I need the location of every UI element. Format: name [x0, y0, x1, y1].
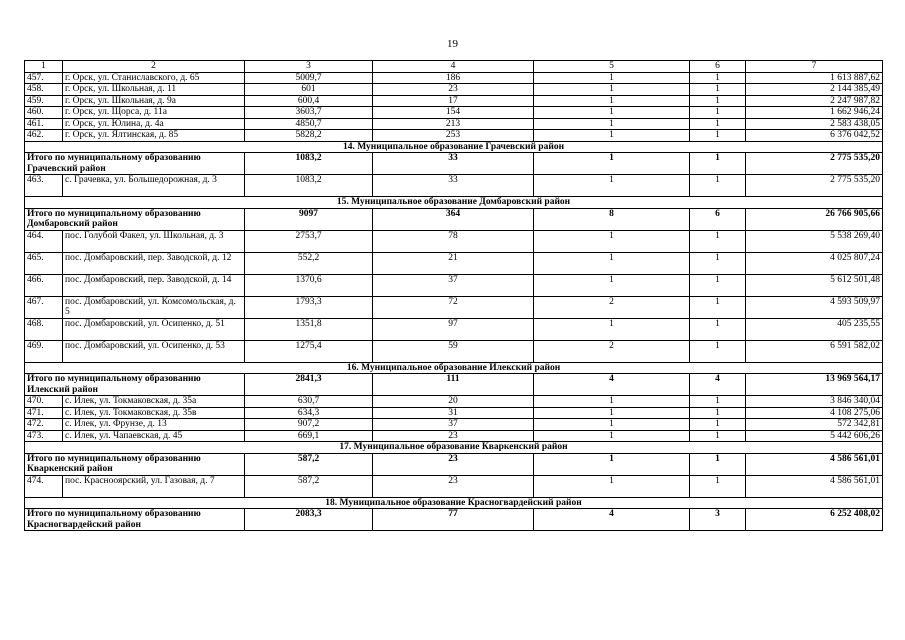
row-area: 2753,7 — [245, 230, 373, 252]
row-col6: 1 — [690, 407, 746, 419]
row-cost: 5 612 501,48 — [746, 274, 883, 296]
total-row — [25, 153, 883, 175]
row-col6: 1 — [690, 430, 746, 442]
row-number: 467. — [25, 296, 63, 318]
row-address: пос. Краснооярский, ул. Газовая, д. 7 — [63, 475, 245, 497]
row-col6: 1 — [690, 296, 746, 318]
row-address: с. Илек, ул. Чапаевская, д. 45 — [63, 430, 245, 442]
row-cost: 4 593 509,97 — [746, 296, 883, 318]
row-col6: 1 — [690, 396, 746, 408]
total-row — [25, 453, 883, 475]
row-address: пос. Домбаровский, ул. Комсомольская, д. 5 — [63, 296, 245, 318]
row-residents: 23 — [373, 475, 534, 497]
row-area: 1370,6 — [245, 274, 373, 296]
row-residents: 154 — [373, 107, 534, 119]
row-col6: 1 — [690, 72, 746, 84]
row-area: 669,1 — [245, 430, 373, 442]
row-number: 468. — [25, 318, 63, 340]
total-col5: 4 — [534, 374, 690, 396]
row-area: 907,2 — [245, 419, 373, 431]
row-address: пос. Домбаровский, ул. Осипенко, д. 51 — [63, 318, 245, 340]
row-area: 552,2 — [245, 252, 373, 274]
row-area: 1351,8 — [245, 318, 373, 340]
row-col6: 1 — [690, 95, 746, 107]
row-col6: 1 — [690, 274, 746, 296]
total-col6: 1 — [690, 153, 746, 175]
table-row — [25, 340, 883, 362]
row-residents: 37 — [373, 274, 534, 296]
row-number: 465. — [25, 252, 63, 274]
row-number: 470. — [25, 396, 63, 408]
row-residents: 37 — [373, 419, 534, 431]
row-cost: 572 342,81 — [746, 419, 883, 431]
total-residents: 33 — [373, 153, 534, 175]
row-cost: 5 538 269,40 — [746, 230, 883, 252]
row-col5: 1 — [534, 130, 690, 142]
total-cost: 26 766 905,66 — [746, 208, 883, 230]
table-row — [25, 107, 883, 119]
row-col5: 1 — [534, 107, 690, 119]
row-col6: 1 — [690, 475, 746, 497]
row-col6: 1 — [690, 340, 746, 362]
row-number: 466. — [25, 274, 63, 296]
row-address: пос. Голубой Факел, ул. Школьная, д. 3 — [63, 230, 245, 252]
row-address: г. Орск, ул. Школьная, д. 9а — [63, 95, 245, 107]
row-cost: 6 591 582,02 — [746, 340, 883, 362]
row-address: с. Илек, ул. Токмаковская, д. 35а — [63, 396, 245, 408]
table-row — [25, 84, 883, 96]
row-number: 463. — [25, 175, 63, 197]
row-col5: 1 — [534, 430, 690, 442]
row-number: 458. — [25, 84, 63, 96]
row-col5: 2 — [534, 296, 690, 318]
table-row — [25, 252, 883, 274]
row-area: 1793,3 — [245, 296, 373, 318]
section-header-row — [25, 497, 883, 509]
row-cost: 4 586 561,01 — [746, 475, 883, 497]
row-col5: 1 — [534, 230, 690, 252]
row-area: 630,7 — [245, 396, 373, 408]
section-title: 17. Муниципальное образование Кваркенский район — [25, 442, 883, 454]
table-row — [25, 230, 883, 252]
total-row — [25, 374, 883, 396]
table-row — [25, 430, 883, 442]
total-residents: 111 — [373, 374, 534, 396]
column-header: 4 — [373, 61, 534, 73]
total-col6: 6 — [690, 208, 746, 230]
row-residents: 213 — [373, 118, 534, 130]
row-number: 461. — [25, 118, 63, 130]
section-header-row — [25, 362, 883, 374]
section-title: 18. Муниципальное образование Красногвардейский район — [25, 497, 883, 509]
row-address: с. Грачевка, ул. Большедорожная, д. 3 — [63, 175, 245, 197]
section-title: 16. Муниципальное образование Илекский район — [25, 362, 883, 374]
row-area: 1083,2 — [245, 175, 373, 197]
table-row — [25, 175, 883, 197]
row-residents: 21 — [373, 252, 534, 274]
row-residents: 97 — [373, 318, 534, 340]
table-row — [25, 407, 883, 419]
row-address: с. Илек, ул. Фрунзе, д. 13 — [63, 419, 245, 431]
table-row — [25, 419, 883, 431]
total-col6: 4 — [690, 374, 746, 396]
column-header: 6 — [690, 61, 746, 73]
column-header: 2 — [63, 61, 245, 73]
section-header-row — [25, 141, 883, 153]
total-area: 587,2 — [245, 453, 373, 475]
row-residents: 20 — [373, 396, 534, 408]
row-cost: 2 144 385,49 — [746, 84, 883, 96]
total-cost: 6 252 408,02 — [746, 509, 883, 531]
row-col5: 1 — [534, 318, 690, 340]
total-area: 2083,3 — [245, 509, 373, 531]
row-cost: 2 775 535,20 — [746, 175, 883, 197]
row-cost: 4 108 275,06 — [746, 407, 883, 419]
row-number: 474. — [25, 475, 63, 497]
column-header: 1 — [25, 61, 63, 73]
row-number: 472. — [25, 419, 63, 431]
section-header-row — [25, 442, 883, 454]
total-cost: 2 775 535,20 — [746, 153, 883, 175]
row-residents: 23 — [373, 84, 534, 96]
row-cost: 6 376 042,52 — [746, 130, 883, 142]
row-cost: 1 613 887,62 — [746, 72, 883, 84]
row-col5: 1 — [534, 396, 690, 408]
row-address: пос. Домбаровский, пер. Заводской, д. 12 — [63, 252, 245, 274]
total-row — [25, 208, 883, 230]
table-row — [25, 118, 883, 130]
table-row — [25, 318, 883, 340]
row-address: г. Орск, ул. Станиславского, д. 65 — [63, 72, 245, 84]
table-row — [25, 95, 883, 107]
row-number: 459. — [25, 95, 63, 107]
total-label: Итого по муниципальному образованию Грачевский район — [25, 153, 245, 175]
row-residents: 72 — [373, 296, 534, 318]
total-col5: 1 — [534, 453, 690, 475]
row-col5: 1 — [534, 175, 690, 197]
table-row — [25, 296, 883, 318]
row-col6: 1 — [690, 252, 746, 274]
row-col6: 1 — [690, 230, 746, 252]
row-cost: 405 235,55 — [746, 318, 883, 340]
row-address: пос. Домбаровский, пер. Заводской, д. 14 — [63, 274, 245, 296]
section-title: 15. Муниципальное образование Домбаровский район — [25, 197, 883, 209]
total-col5: 4 — [534, 509, 690, 531]
row-number: 462. — [25, 130, 63, 142]
row-number: 460. — [25, 107, 63, 119]
total-col5: 1 — [534, 153, 690, 175]
total-area: 2841,3 — [245, 374, 373, 396]
row-residents: 186 — [373, 72, 534, 84]
row-cost: 2 247 987,82 — [746, 95, 883, 107]
row-residents: 31 — [373, 407, 534, 419]
column-header: 5 — [534, 61, 690, 73]
row-area: 3603,7 — [245, 107, 373, 119]
total-label: Итого по муниципальному образованию Илекский район — [25, 374, 245, 396]
row-col5: 1 — [534, 274, 690, 296]
row-cost: 2 583 438,05 — [746, 118, 883, 130]
row-residents: 17 — [373, 95, 534, 107]
total-label: Итого по муниципальному образованию Красногвардейский район — [25, 509, 245, 531]
row-area: 5828,2 — [245, 130, 373, 142]
row-residents: 78 — [373, 230, 534, 252]
row-address: с. Илек, ул. Токмаковская, д. 35в — [63, 407, 245, 419]
total-col6: 1 — [690, 453, 746, 475]
row-residents: 59 — [373, 340, 534, 362]
table-row — [25, 396, 883, 408]
row-cost: 4 025 807,24 — [746, 252, 883, 274]
row-area: 4850,7 — [245, 118, 373, 130]
total-row — [25, 509, 883, 531]
row-number: 464. — [25, 230, 63, 252]
row-residents: 33 — [373, 175, 534, 197]
row-col5: 1 — [534, 118, 690, 130]
total-cost: 4 586 561,01 — [746, 453, 883, 475]
row-col6: 1 — [690, 107, 746, 119]
row-number: 457. — [25, 72, 63, 84]
total-area: 1083,2 — [245, 153, 373, 175]
row-col5: 1 — [534, 72, 690, 84]
row-residents: 253 — [373, 130, 534, 142]
total-label: Итого по муниципальному образованию Кваркенский район — [25, 453, 245, 475]
row-col6: 1 — [690, 175, 746, 197]
table-row — [25, 72, 883, 84]
row-col6: 1 — [690, 318, 746, 340]
total-area: 9097 — [245, 208, 373, 230]
row-col5: 1 — [534, 407, 690, 419]
header-row — [25, 61, 883, 73]
row-area: 587,2 — [245, 475, 373, 497]
table-row — [25, 475, 883, 497]
row-cost: 5 442 606,26 — [746, 430, 883, 442]
row-number: 473. — [25, 430, 63, 442]
total-residents: 77 — [373, 509, 534, 531]
row-number: 471. — [25, 407, 63, 419]
total-label: Итого по муниципальному образованию Домбаровский район — [25, 208, 245, 230]
row-col6: 1 — [690, 130, 746, 142]
row-area: 5009,7 — [245, 72, 373, 84]
row-address: г. Орск, ул. Школьная, д. 11 — [63, 84, 245, 96]
section-header-row — [25, 197, 883, 209]
row-col5: 1 — [534, 252, 690, 274]
total-col6: 3 — [690, 509, 746, 531]
total-cost: 13 969 564,17 — [746, 374, 883, 396]
row-address: г. Орск, ул. Юлина, д. 4а — [63, 118, 245, 130]
row-number: 469. — [25, 340, 63, 362]
housing-table — [24, 60, 883, 531]
row-cost: 3 846 340,04 — [746, 396, 883, 408]
row-col6: 1 — [690, 118, 746, 130]
row-cost: 1 662 946,24 — [746, 107, 883, 119]
total-col5: 8 — [534, 208, 690, 230]
row-area: 601 — [245, 84, 373, 96]
column-header: 7 — [746, 61, 883, 73]
total-residents: 23 — [373, 453, 534, 475]
table-row — [25, 274, 883, 296]
row-col6: 1 — [690, 419, 746, 431]
row-area: 600,4 — [245, 95, 373, 107]
total-residents: 364 — [373, 208, 534, 230]
table-row — [25, 130, 883, 142]
row-col5: 1 — [534, 419, 690, 431]
row-residents: 23 — [373, 430, 534, 442]
section-title: 14. Муниципальное образование Грачевский район — [25, 141, 883, 153]
row-col5: 1 — [534, 84, 690, 96]
row-address: г. Орск, ул. Щорса, д. 11а — [63, 107, 245, 119]
column-header: 3 — [245, 61, 373, 73]
row-area: 634,3 — [245, 407, 373, 419]
row-col6: 1 — [690, 84, 746, 96]
row-col5: 2 — [534, 340, 690, 362]
row-col5: 1 — [534, 475, 690, 497]
row-col5: 1 — [534, 95, 690, 107]
page-number: 19 — [447, 38, 458, 50]
row-area: 1275,4 — [245, 340, 373, 362]
row-address: г. Орск, ул. Ялтинская, д. 85 — [63, 130, 245, 142]
row-address: пос. Домбаровский, ул. Осипенко, д. 53 — [63, 340, 245, 362]
